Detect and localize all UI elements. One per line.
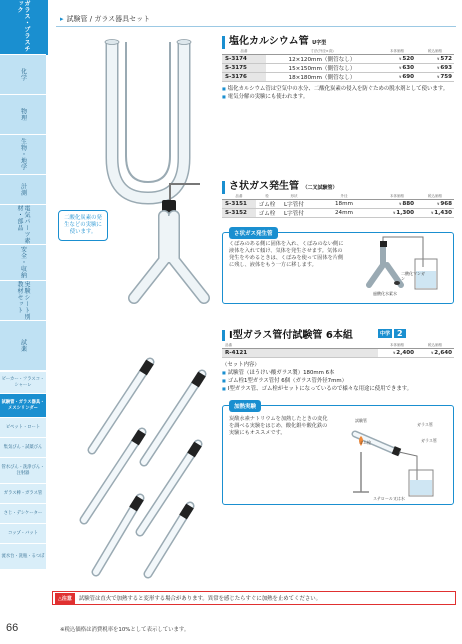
gas-experiment-illustration [353, 237, 451, 301]
label-stopper: ゴム栓 [359, 440, 371, 445]
page-number: 66 [6, 622, 19, 634]
caution-badge: △注意 [55, 593, 75, 604]
price-cell: ¥520 [378, 55, 416, 64]
sidebar-stripe [46, 0, 48, 55]
grade-badge [378, 329, 406, 338]
note-item: （セット内容） [222, 362, 260, 368]
sidebar-sub-beaker[interactable]: ビーカー・フラスコ・シャーレ [0, 372, 46, 394]
table-row [222, 64, 454, 73]
sidebar-tab-experiment-sets[interactable]: 実験シート別教材セット [0, 281, 46, 321]
grade-number: 2 [394, 329, 406, 338]
sidebar-tab-safety[interactable]: 安全・収納 [0, 245, 46, 281]
yen-icon: ¥ [393, 351, 396, 355]
label-glass-tube-2: ガラス管 [421, 438, 437, 443]
yen-icon: ¥ [399, 66, 402, 70]
product-spec: 18×180mm（側管なし） [266, 73, 378, 82]
callout-tag: さ状ガス発生管 [229, 227, 278, 239]
col-header: 税込価格 [416, 49, 454, 55]
sidebar-tab-reagents[interactable]: 試薬 [0, 321, 46, 371]
col-header: 形状 [278, 194, 310, 200]
note-item: ■ I型ガラス管、ゴム栓がセットになっているので様々な用途に使用できます。 [222, 385, 454, 393]
sidebar-sub-sink[interactable]: 流水台・洗瓶・るつぼ [0, 544, 46, 570]
table-row [222, 200, 454, 209]
label-peroxide: 過酸化水素水 [373, 291, 397, 296]
breadcrumb [60, 14, 150, 24]
sidebar-tab-measurement[interactable]: 計測 [0, 175, 46, 205]
tax-price-cell: ¥1,430 [416, 209, 454, 218]
table-row [222, 73, 454, 82]
tax-price-cell: ¥968 [416, 200, 454, 209]
sidebar-tab-biology[interactable]: 生物・地学 [0, 135, 46, 175]
col-header: 本体価格 [378, 49, 416, 55]
product-notes-test-tube-set [222, 361, 454, 393]
sidebar-tab-physics[interactable]: 物理 [0, 95, 46, 135]
price-cell: ¥1,300 [378, 209, 416, 218]
product-code: S-3151 [222, 200, 256, 209]
product-spec: 12×120mm（側管なし） [266, 55, 378, 64]
table-row [222, 55, 454, 64]
price-cell: ¥880 [378, 200, 416, 209]
tax-price-cell: ¥759 [416, 73, 454, 82]
sidebar-tab-electric-parts[interactable]: 電気パーツ素材・部品 [0, 205, 46, 245]
label-test-tube: 試験管 [355, 418, 367, 423]
price-cell: ¥2,400 [378, 349, 416, 358]
product-code: S-3174 [222, 55, 266, 64]
callout-tag: 加熱実験 [229, 400, 261, 412]
col-header: 品番 [222, 343, 378, 349]
note-item: ■ 塩化カルシウム管は空気中の水分、二酸化炭素の侵入を防ぐための脱水剤として使います。 [222, 85, 454, 93]
yen-icon: ¥ [437, 202, 440, 206]
tax-price-cell: ¥2,640 [416, 349, 454, 358]
col-header: 税込価格 [416, 194, 454, 200]
tax-price-cell: ¥693 [416, 64, 454, 73]
sidebar-sub-cup[interactable]: コップ・バット [0, 524, 46, 544]
category-sidebar [0, 0, 48, 644]
sidebar-sub-wash-bottle[interactable]: 管水びん・洗浄びん・注射器 [0, 458, 46, 484]
size: 18mm [310, 200, 378, 209]
yen-icon: ¥ [431, 211, 434, 215]
product-spec: 15×150mm（側管なし） [266, 64, 378, 73]
sidebar-sub-pipette[interactable]: ピペット・ロート [0, 418, 46, 438]
sidebar-sub-test-tubes[interactable]: 試験管・ガラス器具・メスシリンダー [0, 394, 46, 418]
heating-experiment-illustration [335, 412, 451, 502]
test-tube-set-image [80, 358, 210, 578]
label-lime-water: ステロール又は水 [373, 496, 405, 501]
product-code: S-3152 [222, 209, 256, 218]
size: 24mm [310, 209, 378, 218]
callout-text: 炭酸水素ナトリウムを加熱したときの変化を調べる実験をはじめ、酸化銀や酸化鉄の実験にもオススメです。 [229, 416, 328, 436]
header-divider [56, 26, 456, 27]
spec-table-test-tube-set [222, 343, 454, 358]
yen-icon: ¥ [393, 211, 396, 215]
product-title-test-tube-set: I型ガラス管付試験管 6本組 [222, 330, 353, 341]
yen-icon: ¥ [437, 66, 440, 70]
col-header: 税込価格 [416, 343, 454, 349]
col-header: 外径 [310, 194, 378, 200]
product-notes-calcium-chloride [222, 85, 454, 101]
sidebar-tab-glass-plastic[interactable]: ガラス・プラスチック [0, 0, 46, 55]
product-code: S-3175 [222, 64, 266, 73]
spec-table-gas-generator [222, 194, 454, 218]
grade-label: 中学 [380, 331, 391, 337]
price-cell: ¥690 [378, 73, 416, 82]
yen-icon: ¥ [437, 57, 440, 61]
tax-note: ※税込価格は消費税率を10%として表示しています。 [60, 627, 190, 633]
col-header: 本体価格 [378, 194, 416, 200]
col-header: 品番 [222, 49, 266, 55]
yen-icon: ¥ [399, 75, 402, 79]
label-manganese: 二酸化マンガン [401, 271, 425, 281]
breadcrumb-text: 試験管 / ガラス器具セット [66, 15, 151, 23]
tube-usage-label: 二酸化炭素の発生などの実験に使います。 [58, 210, 108, 241]
table-row [222, 209, 454, 218]
product-code: R-4121 [222, 349, 378, 358]
shape: L字管付 [278, 209, 310, 218]
sidebar-sub-glass-rod[interactable]: ガラス棒・ガラス管 [0, 484, 46, 504]
col-header: 栓 [256, 194, 278, 200]
sidebar-tab-chemistry[interactable]: 化学 [0, 55, 46, 95]
product-title-calcium-chloride-tube: 塩化カルシウム管 U字型 [222, 36, 326, 49]
note-item: ■ 試験管（ほうけい酸ガラス製）180mm 6本 [222, 369, 454, 377]
yen-icon: ¥ [399, 57, 402, 61]
col-header: 本体価格 [378, 343, 416, 349]
table-row [222, 349, 454, 358]
stopper: ゴム栓 [256, 209, 278, 218]
sidebar-sub-spoon[interactable]: さじ・デシケーター [0, 504, 46, 524]
shape: L字管付 [278, 200, 310, 209]
product-code: S-3176 [222, 73, 266, 82]
sidebar-sub-gas-bottle[interactable]: 集気びん・試薬びん [0, 438, 46, 458]
stopper: ゴム栓 [256, 200, 278, 209]
spec-table-calcium-chloride [222, 49, 454, 82]
col-header: 寸法(外径×高) [266, 49, 378, 55]
col-header: 品番 [222, 194, 256, 200]
product-title-gas-generator: さ状ガス発生管 （二叉試験管） [222, 181, 338, 194]
yen-icon: ¥ [437, 75, 440, 79]
yen-icon: ¥ [399, 202, 402, 206]
tax-price-cell: ¥572 [416, 55, 454, 64]
usage-callout-gas-generator [222, 232, 454, 304]
caution-text: 試験管は直火で加熱すると変形する場合があります。異常を感じたらすぐに加熱を止めてください。 [78, 596, 322, 602]
caution-box [52, 591, 456, 605]
note-item: ■ ゴム栓1型ガラス管付 6個（ガラス管外径7mm） [222, 377, 454, 385]
note-item: ■ 電気分解の実験にも使われます。 [222, 93, 454, 101]
callout-text: くぼみのある側に固体を入れ、くぼみのない側に液体を入れて傾け、気体を発生させます。気体の発生をやめるときは、くぼみを使って固体を片側に残し、液体をもう一方に移します。 [229, 241, 344, 268]
yen-icon: ¥ [431, 351, 434, 355]
breadcrumb-arrow-icon: ▸ [60, 15, 64, 23]
price-cell: ¥630 [378, 64, 416, 73]
gas-generator-tube-image [112, 180, 222, 310]
usage-callout-heating [222, 405, 454, 505]
label-glass-tube: ガラス管 [417, 422, 433, 427]
